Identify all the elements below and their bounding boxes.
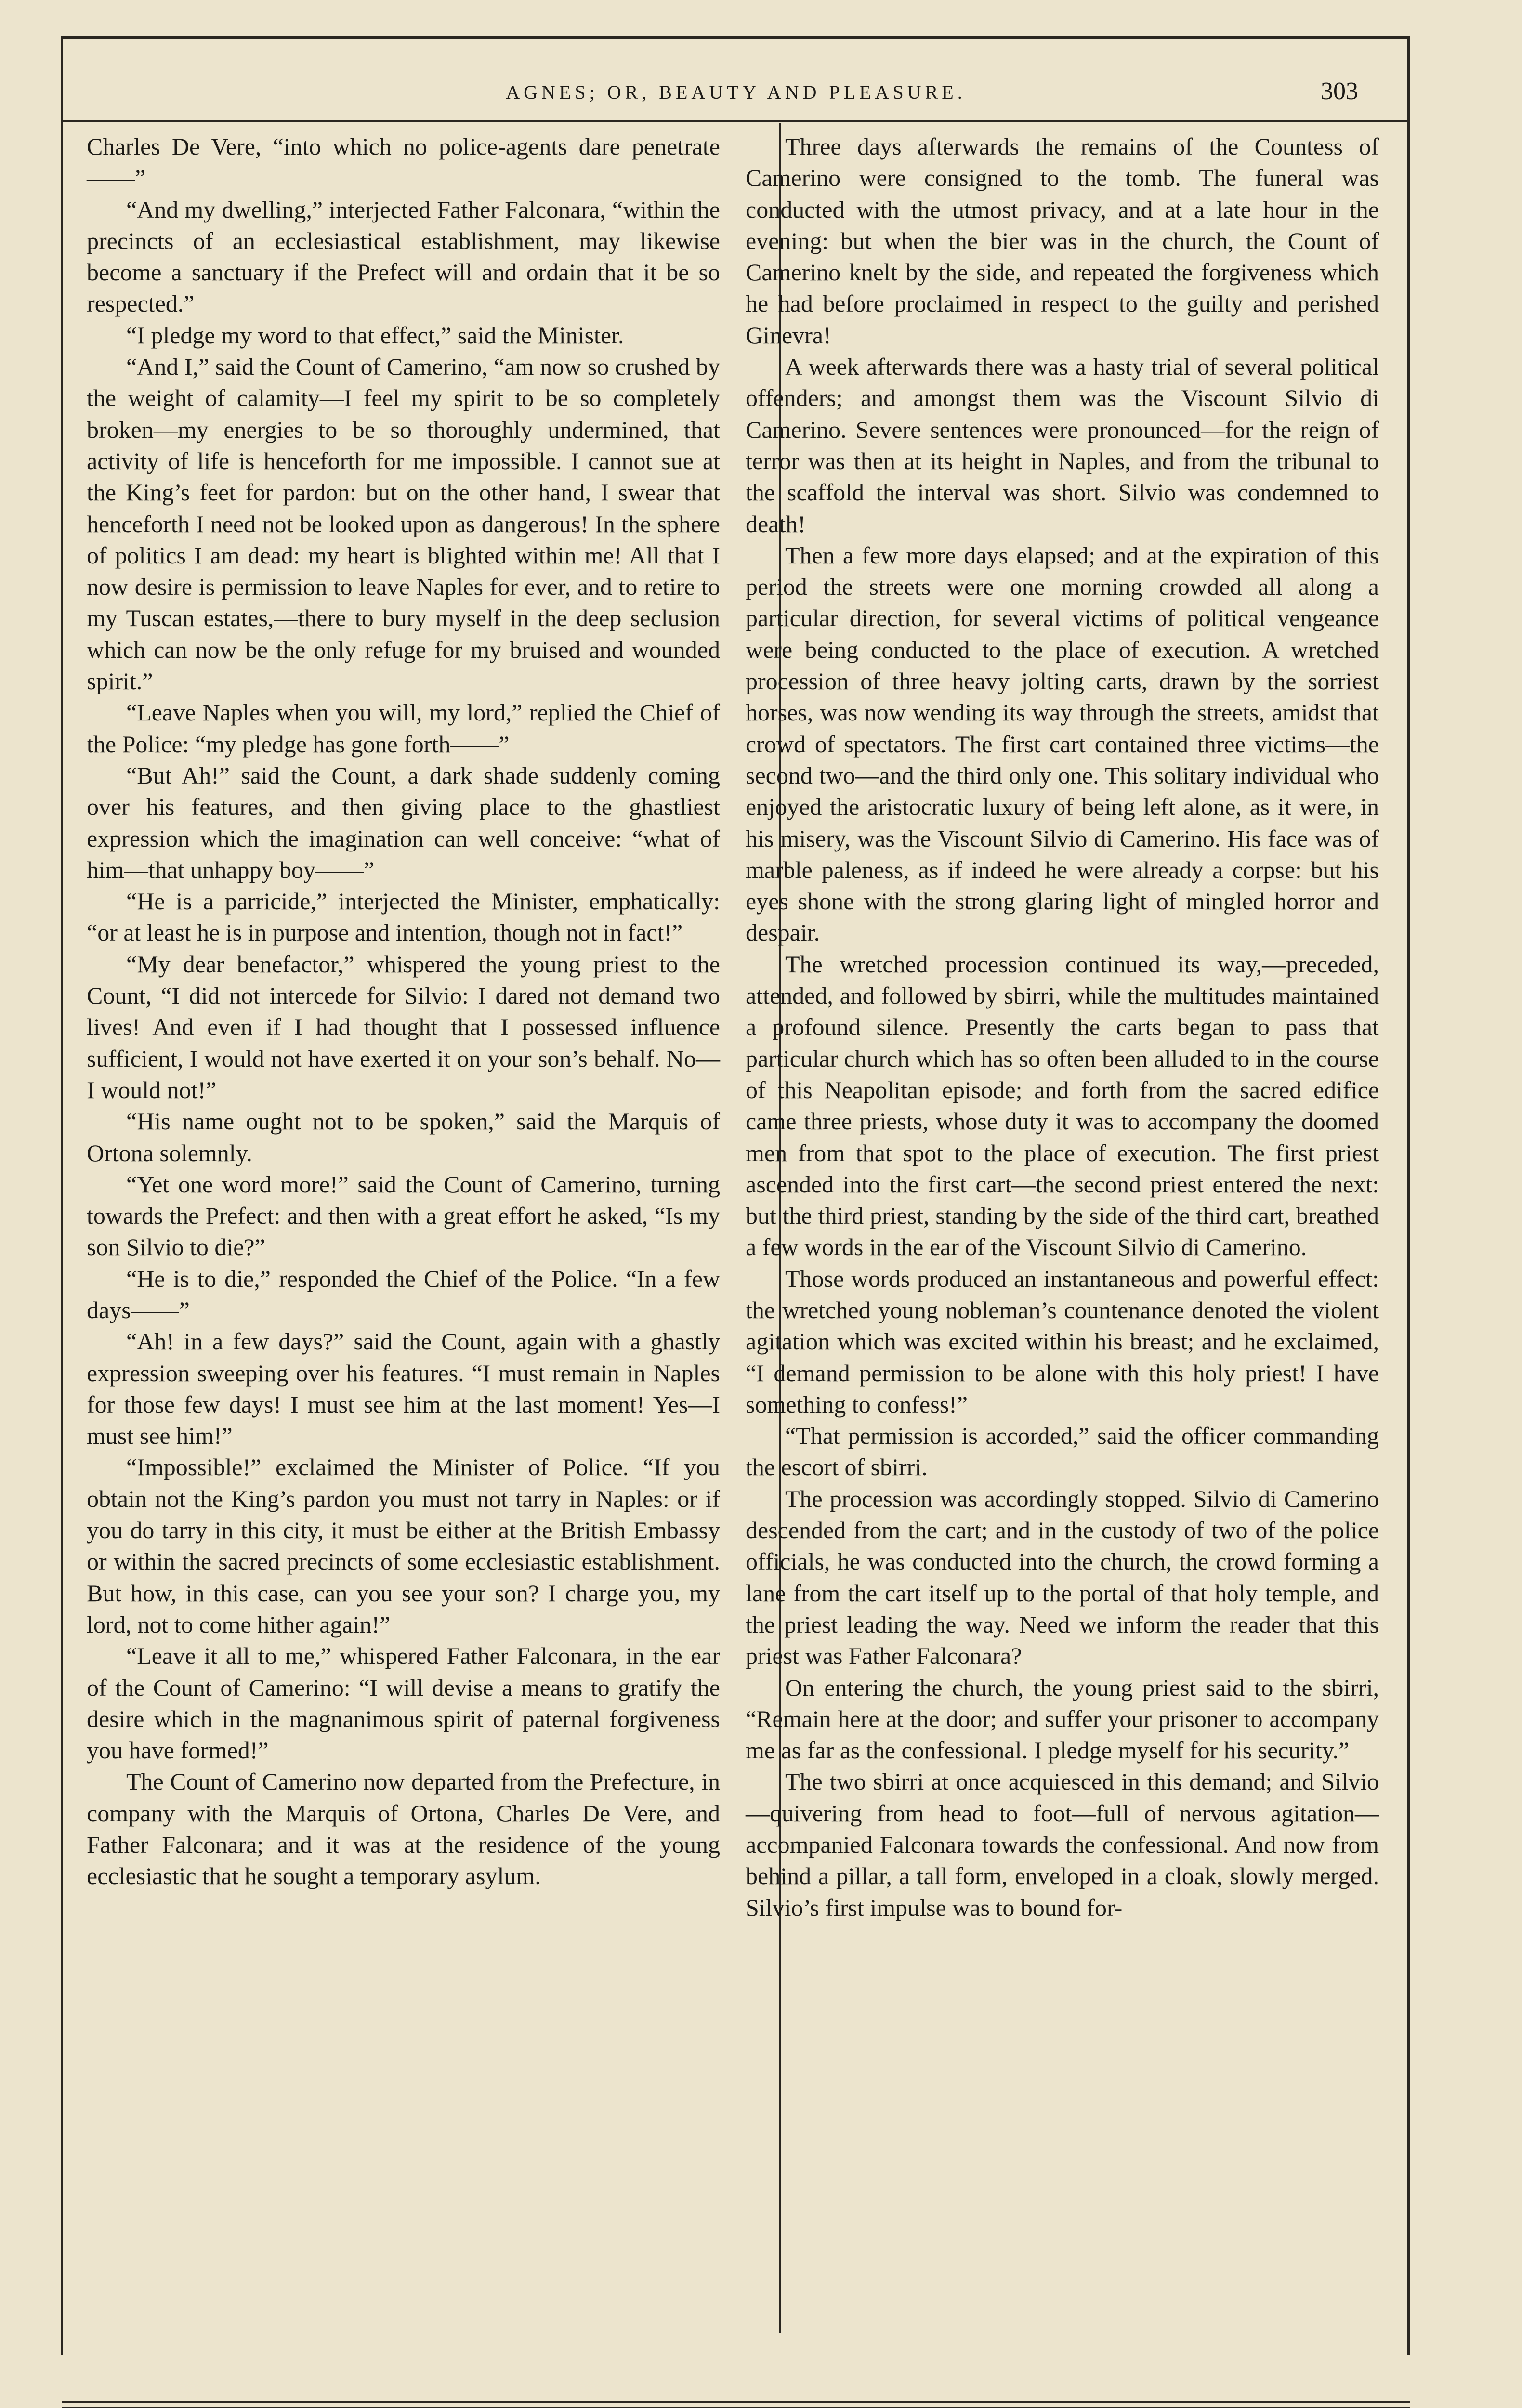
paragraph: Three days afterwards the remains of the Countess of Camerino were consigned to the tomb. The funeral was conducted with the utmost privacy, and at a late hour in the evening: but when the bier was in the church, the Count of Camerino knelt by the side, and repeated the forgiveness which he had before proclaimed in respect to the guilty and perished Ginevra! (746, 133, 1379, 349)
running-header-title: AGNES; OR, BEAUTY AND PLEASURE. (506, 81, 966, 103)
paragraph: “Yet one word more!” said the Count of Camerino, turning towards the Prefect: and then with a great effort he asked, “Is my son Silvio to die?” (87, 1170, 720, 1261)
frame-bottom-border (62, 2401, 1410, 2403)
left-column (87, 131, 720, 1892)
paragraph: Then a few more days elapsed; and at the expiration of this period the streets were one morning crowded all along a particular direction, for several victims of political vengeance were being conducted to the place of execution. A wretched procession of three heavy jolting carts, drawn by the sorriest horses, was now wending its way through the streets, amidst that crowd of spectators. The first cart contained three victims—the second two—and the third only one. This solitary individual who enjoyed the aristocratic luxury of being left alone, as it were, in his misery, was the Viscount Silvio di Camerino. His face was of marble paleness, as if indeed he were already a corpse: but his eyes shone with the strong glaring light of mingled horror and despair. (746, 541, 1379, 946)
header-rule (62, 120, 1410, 122)
paragraph: The two sbirri at once acquiesced in this demand; and Silvio—quivering from head to foot—full of nervous agitation—accompanied Falconara towards the confessional. And now from behind a pillar, a tall form, enveloped in a cloak, slowly merged. Silvio’s first impulse was to bound for- (746, 1768, 1379, 1921)
paragraph: “And I,” said the Count of Camerino, “am now so crushed by the weight of calamity—I feel my spirit to be so completely broken—my energies to be so thoroughly undermined, that activity of life is henceforth for me impossible. I cannot sue at the King’s feet for pardon: but on the other hand, I swear that henceforth I need not be looked upon as dangerous! In the sphere of politics I am dead: my heart is blighted within me! All that I now desire is permission to leave Naples for ever, and to retire to my Tuscan estates,—there to bury myself in the deep seclusion which can now be the only refuge for my bruised and wounded spirit.” (87, 353, 720, 695)
paragraph: “Leave Naples when you will, my lord,” replied the Chief of the Police: “my pledge has gone forth——” (87, 699, 720, 758)
page-number: 303 (1321, 78, 1358, 105)
paragraph: “I pledge my word to that effect,” said the Minister. (126, 321, 624, 349)
paragraph: The procession was accordingly stopped. Silvio di Camerino descended from the cart; and in the custody of two of the police officials, he was conducted into the church, the crowd forming a lane from the cart itself up to the portal of that holy temple, and the priest leading the way. Need we inform the reader that this priest was Father Falconara? (746, 1485, 1379, 1670)
paragraph: “Ah! in a few days?” said the Count, again with a ghastly expression sweeping over his features. “I must remain in Naples for those few days! I must see him at the last moment! Yes—I must see him!” (87, 1328, 720, 1450)
paragraph: “He is a parricide,” interjected the Minister, emphatically: “or at least he is in purpose and intention, though not in fact!” (87, 888, 720, 946)
paragraph: “And my dwelling,” interjected Father Falconara, “within the precincts of an ecclesiastical establishment, may likewise become a sanctuary if the Prefect will and ordain that it be so respected.” (87, 196, 720, 317)
paragraph: Those words produced an instantaneous and powerful effect: the wretched young nobleman’s countenance denoted the violent agitation which was excited within his breast; and he exclaimed, “I demand permission to be alone with this holy priest! I have something to confess!” (746, 1265, 1379, 1418)
paragraph: On entering the church, the young priest said to the sbirri, “Remain here at the door; and suffer your prisoner to accompany me as far as the confessional. I pledge myself for his security.” (746, 1674, 1379, 1764)
paragraph: “But Ah!” said the Count, a dark shade suddenly coming over his features, and then giving place to the ghastliest expression which the imagination can well conceive: “what of him—that unhappy boy——” (87, 761, 720, 883)
paragraph: “My dear benefactor,” whispered the young priest to the Count, “I did not intercede for Silvio: I dared not demand two lives! And even if I had thought that I possessed influence sufficient, I would not have exerted it on your son’s behalf. No—I would not!” (87, 950, 720, 1103)
paragraph: “His name ought not to be spoken,” said the Marquis of Ortona solemnly. (87, 1108, 720, 1166)
paragraph: “Leave it all to me,” whispered Father Falconara, in the ear of the Count of Camerino: “I will devise a means to gratify the desire which in the magnanimous spirit of paternal forgiveness you have formed!” (87, 1642, 720, 1764)
right-column (746, 131, 1379, 1924)
paragraph: Charles De Vere, “into which no police-agents dare penetrate——” (87, 133, 720, 192)
paragraph: A week afterwards there was a hasty trial of several political offenders; and amongst them was the Viscount Silvio di Camerino. Severe sentences were pronounced—for the reign of terror was then at its height in Naples, and from the tribunal to the scaffold the interval was short. Silvio was condemned to death! (746, 353, 1379, 537)
paragraph: The wretched procession continued its way,—preceded, attended, and followed by sbirri, while the multitudes maintained a profound silence. Presently the carts began to pass that particular church which has so often been alluded to in the course of this Neapolitan episode; and forth from the sacred edifice came three priests, whose duty it was to accompany the doomed men from that spot to the place of execution. The first priest ascended into the first cart—the second priest entered the next: but the third priest, standing by the side of the third cart, breathed a few words in the ear of the Viscount Silvio di Camerino. (746, 950, 1379, 1261)
paragraph: “That permission is accorded,” said the officer commanding the escort of sbirri. (746, 1422, 1379, 1481)
paragraph: “He is to die,” responded the Chief of the Police. “In a few days——” (87, 1265, 720, 1323)
frame-right-border (1407, 36, 1410, 2355)
paragraph: The Count of Camerino now departed from the Prefecture, in company with the Marquis of Ortona, Charles De Vere, and Father Falconara; and it was at the residence of the young ecclesiastic that he sought a temporary asylum. (87, 1768, 720, 1890)
frame-top-border (62, 36, 1410, 39)
paragraph: “Impossible!” exclaimed the Minister of Police. “If you obtain not the King’s pardon you must not tarry in Naples: or if you do tarry in this city, it must be either at the British Embassy or within the sacred precincts of some ecclesiastic establishment. But how, in this case, can you see your son? I charge you, my lord, not to come hither again!” (87, 1453, 720, 1638)
frame-left-border (61, 36, 63, 2355)
